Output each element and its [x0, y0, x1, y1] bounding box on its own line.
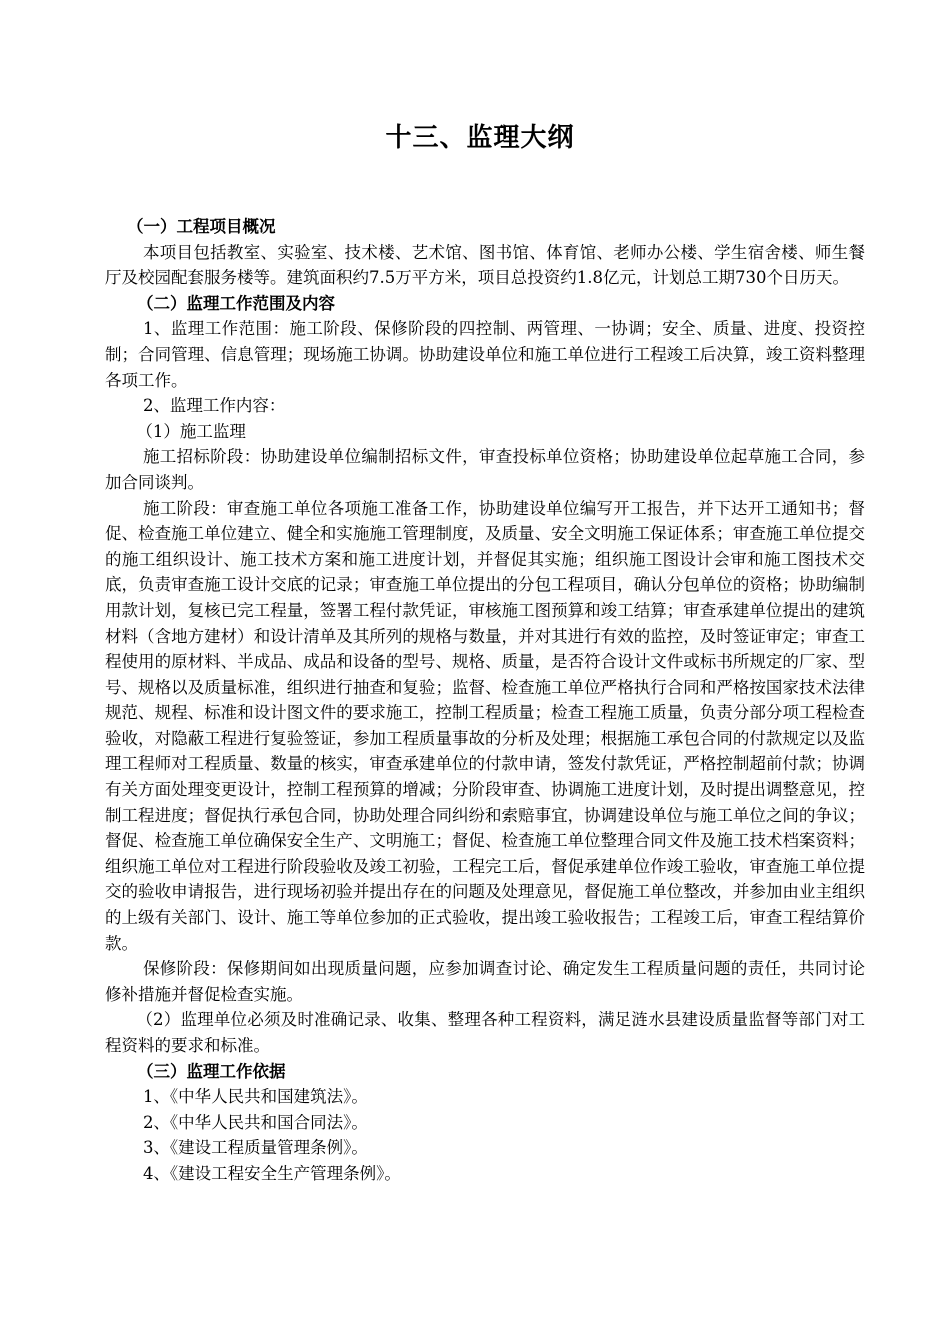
paragraph-construction-supervision: （1）施工监理: [136, 421, 246, 441]
section-heading-basis: （三）监理工作依据: [137, 1061, 286, 1081]
list-item-basis: 4、《建设工程安全生产管理条例》。: [142, 1163, 401, 1183]
paragraph-content-label: 2、监理工作内容：: [142, 396, 286, 416]
document-body: [105, 214, 865, 1187]
section-heading-scope: （二）监理工作范围及内容: [137, 293, 335, 313]
paragraph-scope: 1、监理工作范围：施工阶段、保修阶段的四控制、两管理、一协调；安全、质量、进度、投资控制；合同管理、信息管理；现场施工协调。协助建设单位和施工单位进行工程竣工后决算，竣工资料整理各项工作。: [105, 319, 865, 390]
section-heading-overview: （一）工程项目概况: [127, 217, 276, 236]
list-item-basis: 3、《建设工程质量管理条例》。: [142, 1138, 368, 1158]
paragraph-warranty-stage: 保修阶段：保修期间如出现质量问题，应参加调查讨论、确定发生工程质量问题的责任，共同讨论修补措施并督促检查实施。: [105, 959, 865, 1004]
paragraph-bidding-stage: 施工招标阶段：协助建设单位编制招标文件，审查投标单位资格；协助建设单位起草施工合同，参加合同谈判。: [105, 447, 865, 492]
document-title: 十三、监理大纲: [385, 123, 575, 153]
list-item-basis: 1、《中华人民共和国建筑法》。: [142, 1087, 368, 1107]
list-item-basis: 2、《中华人民共和国合同法》。: [142, 1112, 368, 1132]
paragraph-project-overview: 本项目包括教室、实验室、技术楼、艺术馆、图书馆、体育馆、老师办公楼、学生宿舍楼、师生餐厅及校园配套服务楼等。建筑面积约7.5万平方米，项目总投资约1.8亿元，计划总工期730个日历天。: [105, 242, 865, 288]
paragraph-construction-stage: 施工阶段：审查施工单位各项施工准备工作，协助建设单位编写开工报告，并下达开工通知书；督促、检查施工单位建立、健全和实施施工管理制度，及质量、安全文明施工保证体系；审查施工单位提交的施工组织设计、施工技术方案和施工进度计划，并督促其实施；组织施工图设计会审和施工图技术交底，负责审查施工设计交底的记录；审查施工单位提出的分包工程项目，确认分包单位的资格；协助编制用款计划，复核已完工程量，签署工程付款凭证，审核施工图预算和竣工结算；审查承建单位提出的建筑材料（含地方建材）和设计清单及其所列的规格与数量，并对其进行有效的监控，及时签证审定；审查工程使用的原材料、半成品、成品和设备的型号、规格、质量，是否符合设计文件或标书所规定的厂家、型号、规格以及质量标准，组织进行抽查和复验；监督、检查施工单位严格执行合同和严格按国家技术法律规范、规程、标准和设计图文件的要求施工，控制工程质量；检查工程施工质量，负责分部分项工程检查验收，对隐蔽工程进行复验签证，参加工程质量事故的分析及处理；根据施工承包合同的付款规定以及监理工程师对工程质量、数量的核实，审查承建单位的付款申请，签发付款凭证，严格控制超前付款；协调有关方面处理变更设计，控制工程预算的增减；分阶段审查、协调施工进度计划，及时提出调整意见，控制工程进度；督促执行承包合同，协助处理合同纠纷和索赔事宜，协调建设单位与施工单位之间的争议；督促、检查施工单位确保安全生产、文明施工；督促、检查施工单位整理合同文件及施工技术档案资料；组织施工单位对工程进行阶段验收及竣工初验，工程完工后，督促承建单位作竣工验收，审查施工单位提交的验收申请报告，进行现场初验并提出存在的问题及处理意见，督促施工单位整改，并参加由业主组织的上级有关部门、设计、施工等单位参加的正式验收，提出竣工验收报告；工程竣工后，审查工程结算价款。: [105, 498, 865, 953]
paragraph-records: （2）监理单位必须及时准确记录、收集、整理各种工程资料，满足涟水县建设质量监督等部门对工程资料的要求和标准。: [105, 1010, 865, 1055]
